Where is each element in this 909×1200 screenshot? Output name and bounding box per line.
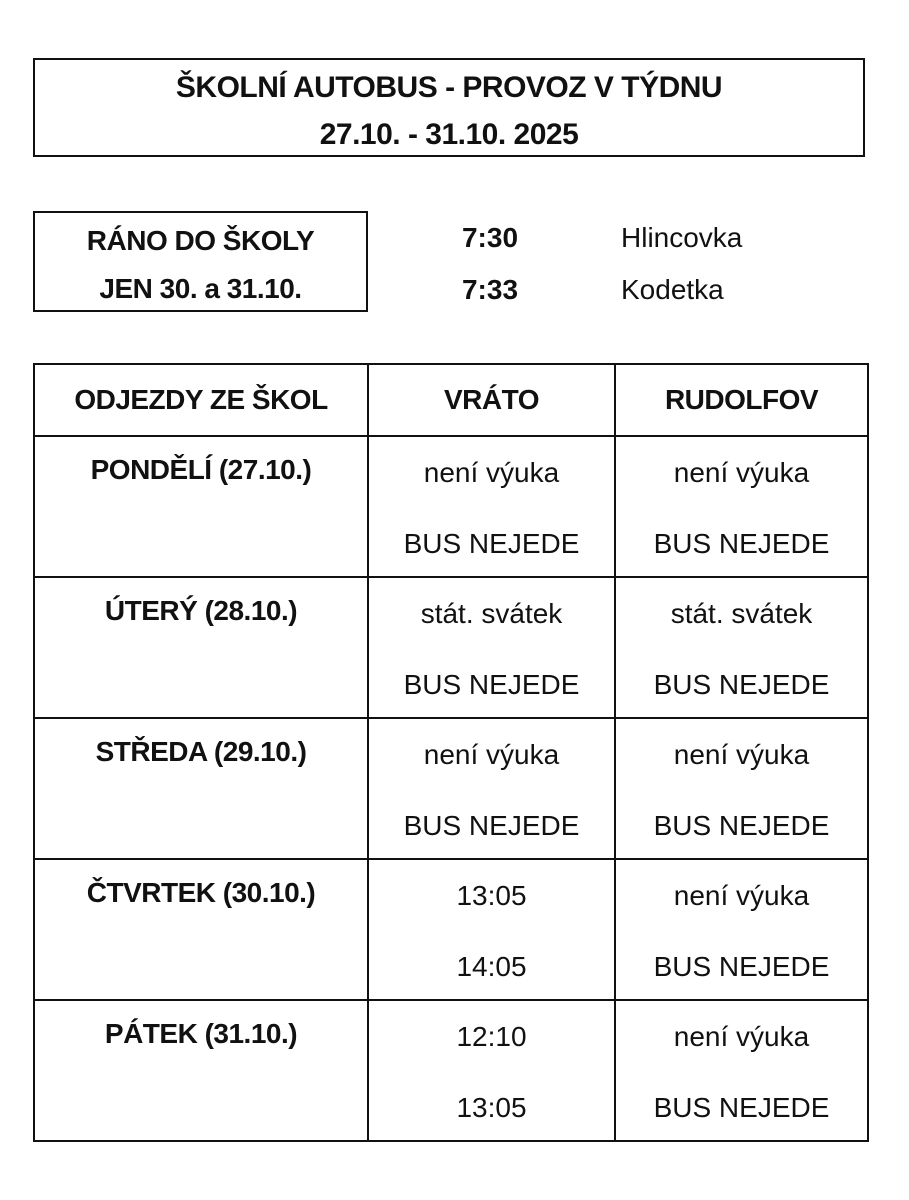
morning-time-2: 7:33 [461,274,519,305]
morning-stop-2: Kodetka [621,274,724,305]
morning-days: JEN 30. a 31.10. [99,273,302,304]
header-rudolfov: RUDOLFOV [615,364,868,436]
vrato-time-1: 13:05 [456,880,527,911]
rudolfov-note: BUS NEJEDE [653,669,830,700]
morning-label-box [33,211,368,312]
day-cell [34,436,368,577]
rudolfov-cell [615,1000,868,1141]
vrato-status: stát. svátek [420,598,563,629]
rudolfov-status: není výuka [673,739,810,770]
vrato-time-2: 14:05 [456,951,527,982]
header-vrato: VRÁTO [368,364,615,436]
morning-time-1: 7:30 [461,222,519,253]
rudolfov-cell [615,718,868,859]
morning-label: RÁNO DO ŠKOLY [86,225,315,256]
vrato-cell [368,859,615,1000]
vrato-status: není výuka [423,739,560,770]
day-cell [34,577,368,718]
morning-stop-1: Hlincovka [621,222,743,253]
day-label: ÚTERÝ (28.10.) [104,595,298,626]
title-box [33,58,865,157]
rudolfov-note: BUS NEJEDE [653,528,830,559]
page-title: ŠKOLNÍ AUTOBUS - PROVOZ V TÝDNU [175,71,723,104]
rudolfov-cell [615,859,868,1000]
table-row [34,1000,868,1141]
vrato-cell [368,1000,615,1141]
day-label: ČTVRTEK (30.10.) [86,877,316,908]
rudolfov-note: BUS NEJEDE [653,951,830,982]
table-row [34,718,868,859]
header-departures: ODJEZDY ZE ŠKOL [34,364,368,436]
rudolfov-status: není výuka [673,1021,810,1052]
vrato-note: BUS NEJEDE [403,810,580,841]
rudolfov-status: není výuka [673,880,810,911]
table-row [34,859,868,1000]
rudolfov-cell [615,436,868,577]
table-row [34,577,868,718]
day-cell [34,859,368,1000]
day-cell [34,718,368,859]
day-label: PONDĚLÍ (27.10.) [90,454,312,485]
date-range: 27.10. - 31.10. 2025 [319,118,579,151]
day-label: PÁTEK (31.10.) [104,1018,298,1049]
rudolfov-status: stát. svátek [670,598,813,629]
rudolfov-status: není výuka [673,457,810,488]
departures-table [33,363,869,1142]
rudolfov-cell [615,577,868,718]
vrato-note: BUS NEJEDE [403,669,580,700]
table-header-row [34,364,868,436]
vrato-note: BUS NEJEDE [403,528,580,559]
day-label: STŘEDA (29.10.) [95,736,307,767]
vrato-cell [368,718,615,859]
vrato-time-1: 12:10 [456,1021,527,1052]
vrato-time-2: 13:05 [456,1092,527,1123]
rudolfov-note: BUS NEJEDE [653,810,830,841]
vrato-cell [368,436,615,577]
table-row [34,436,868,577]
vrato-cell [368,577,615,718]
vrato-status: není výuka [423,457,560,488]
rudolfov-note: BUS NEJEDE [653,1092,830,1123]
day-cell [34,1000,368,1141]
